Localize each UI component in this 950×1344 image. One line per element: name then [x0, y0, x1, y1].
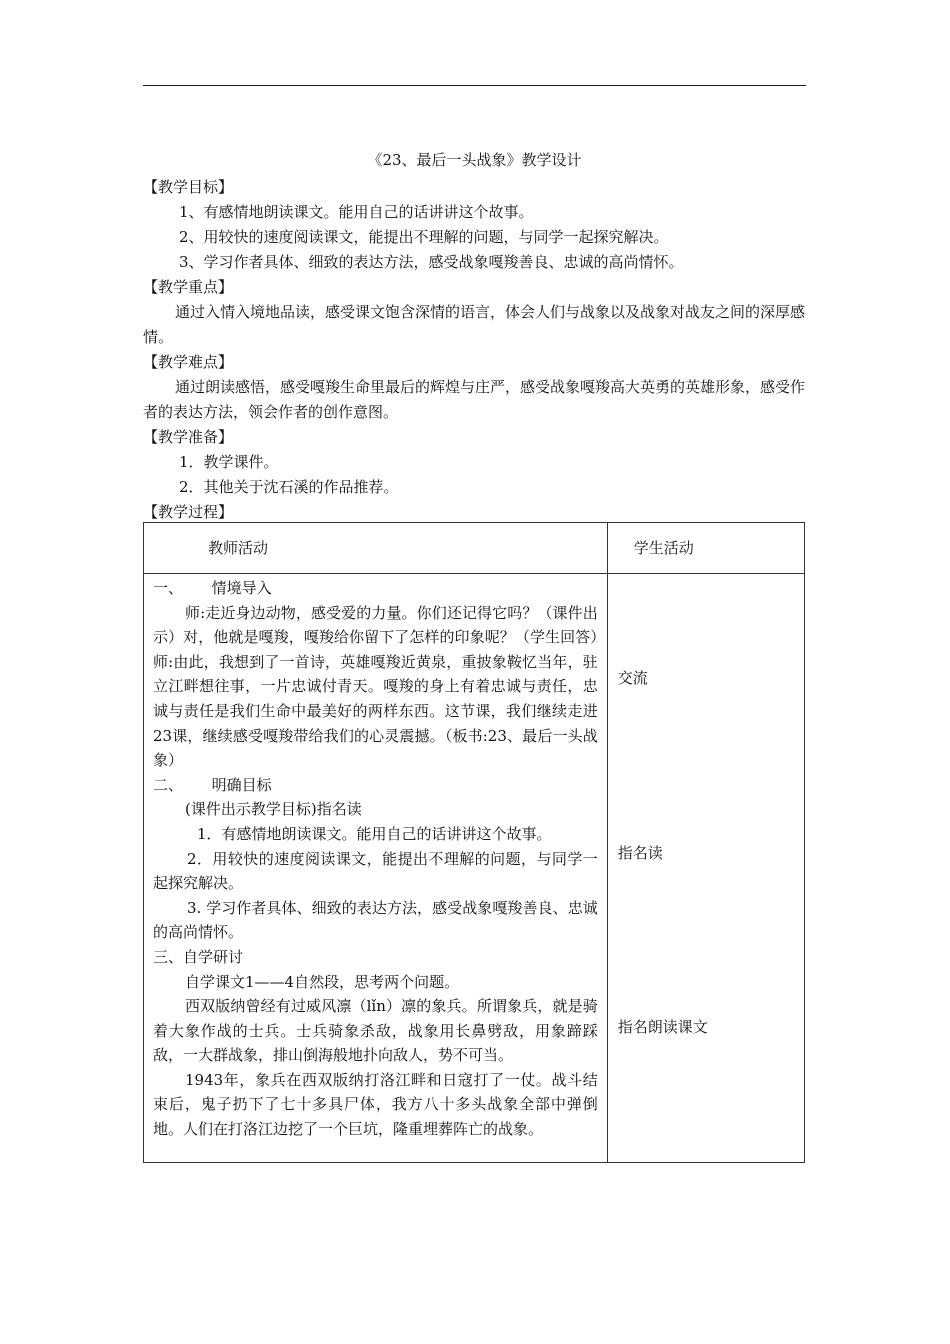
- section-2-item: 2．用较快的速度阅读课文，能提出不理解的问题，与同学一起探究解决。: [153, 849, 598, 893]
- focus-heading: 【教学重点】: [143, 278, 234, 296]
- focus-text: 通过入情入境地品读，感受课文饱含深情的语言，体会人们与战象以及战象对战友之间的深厚感情。: [143, 303, 806, 346]
- prep-item: 2．其他关于沈石溪的作品推荐。: [179, 478, 399, 496]
- teacher-header-cell: [144, 523, 608, 574]
- document-title: 《23、最后一头战象》教学设计: [367, 151, 582, 169]
- section-2-item: 1．有感情地朗读课文。能用自己的话讲讲这个故事。: [197, 824, 552, 843]
- process-heading: 【教学过程】: [143, 503, 234, 521]
- student-header-cell: [607, 523, 804, 574]
- goal-item: 1、有感情地朗读课文。能用自己的话讲讲这个故事。: [179, 203, 534, 221]
- prep-heading: 【教学准备】: [143, 428, 234, 446]
- section-2-heading: 二、 明确目标: [153, 775, 272, 794]
- student-activity-item: 交流: [617, 669, 648, 687]
- goal-item: 2、用较快的速度阅读课文，能提出不理解的问题，与同学一起探究解决。: [179, 228, 669, 246]
- teacher-header: 教师活动: [208, 538, 269, 557]
- goal-item: 3、学习作者具体、细致的表达方法，感受战象嘎羧善良、忠诚的高尚情怀。: [179, 253, 684, 271]
- difficulty-text: 通过朗读感悟，感受嘎羧生命里最后的辉煌与庄严，感受战象嘎羧高大英勇的英雄形象，感受作者的表达方法，领会作者的创作意图。: [143, 378, 806, 421]
- process-table: [143, 522, 805, 1163]
- document-body: [143, 148, 806, 525]
- student-activity-cell: [607, 574, 804, 1163]
- teacher-activity-cell: [144, 574, 608, 1163]
- student-activity-item: 指名朗读课文: [617, 1018, 708, 1036]
- goals-heading: 【教学目标】: [143, 178, 234, 196]
- section-3-paragraph: 西双版纳曾经有过威风凛（lǐn）凛的象兵。所谓象兵，就是骑着大象作战的士兵。士兵骑象杀敌，战象用长鼻劈敌，用象蹄踩敌，一大群战象，排山倒海般地扑向敌人，势不可当。: [153, 997, 598, 1065]
- student-header: 学生活动: [633, 538, 694, 557]
- prep-item: 1．教学课件。: [179, 453, 279, 471]
- section-1-heading: 一、 情境导入: [153, 579, 272, 597]
- student-activity-item: 指名读: [617, 844, 663, 862]
- section-1-text: 师:走近身边动物，感受爱的力量。你们还记得它吗？（课件出示）对，他就是嘎羧，嘎羧给你留下了怎样的印象呢？（学生回答）师:由此，我想到了一首诗，英雄嘎羧近黄泉，重披象鞍忆当年，驻立江畔想往事，一片忠诚付青天。嘎羧的身上有着忠诚与责任，忠诚与责任是我们生命中最美好的两样东西。这节课，我们继续走进23课，继续感受嘎羧带给我们的心灵震撼。（板书:23、最后一头战象）: [153, 603, 598, 770]
- difficulty-heading: 【教学难点】: [143, 353, 234, 371]
- section-3-intro: 自学课文1——4自然段，思考两个问题。: [185, 972, 460, 991]
- table-row: [144, 574, 805, 1163]
- section-2-item: 3. 学习作者具体、细致的表达方法，感受战象嘎羧善良、忠诚的高尚情怀。: [153, 898, 598, 942]
- section-3-paragraph: 1943年，象兵在西双版纳打洛江畔和日寇打了一仗。战斗结束后，鬼子扔下了七十多具尸体，我方八十多头战象全部中弹倒地。人们在打洛江边挖了一个巨坑，隆重埋葬阵亡的战象。: [153, 1070, 598, 1139]
- table-header-row: [144, 523, 805, 574]
- header-rule: [143, 85, 806, 86]
- section-3-heading: 三、自学研讨: [153, 947, 244, 966]
- section-2-intro: (课件出示教学目标)指名读: [185, 800, 362, 819]
